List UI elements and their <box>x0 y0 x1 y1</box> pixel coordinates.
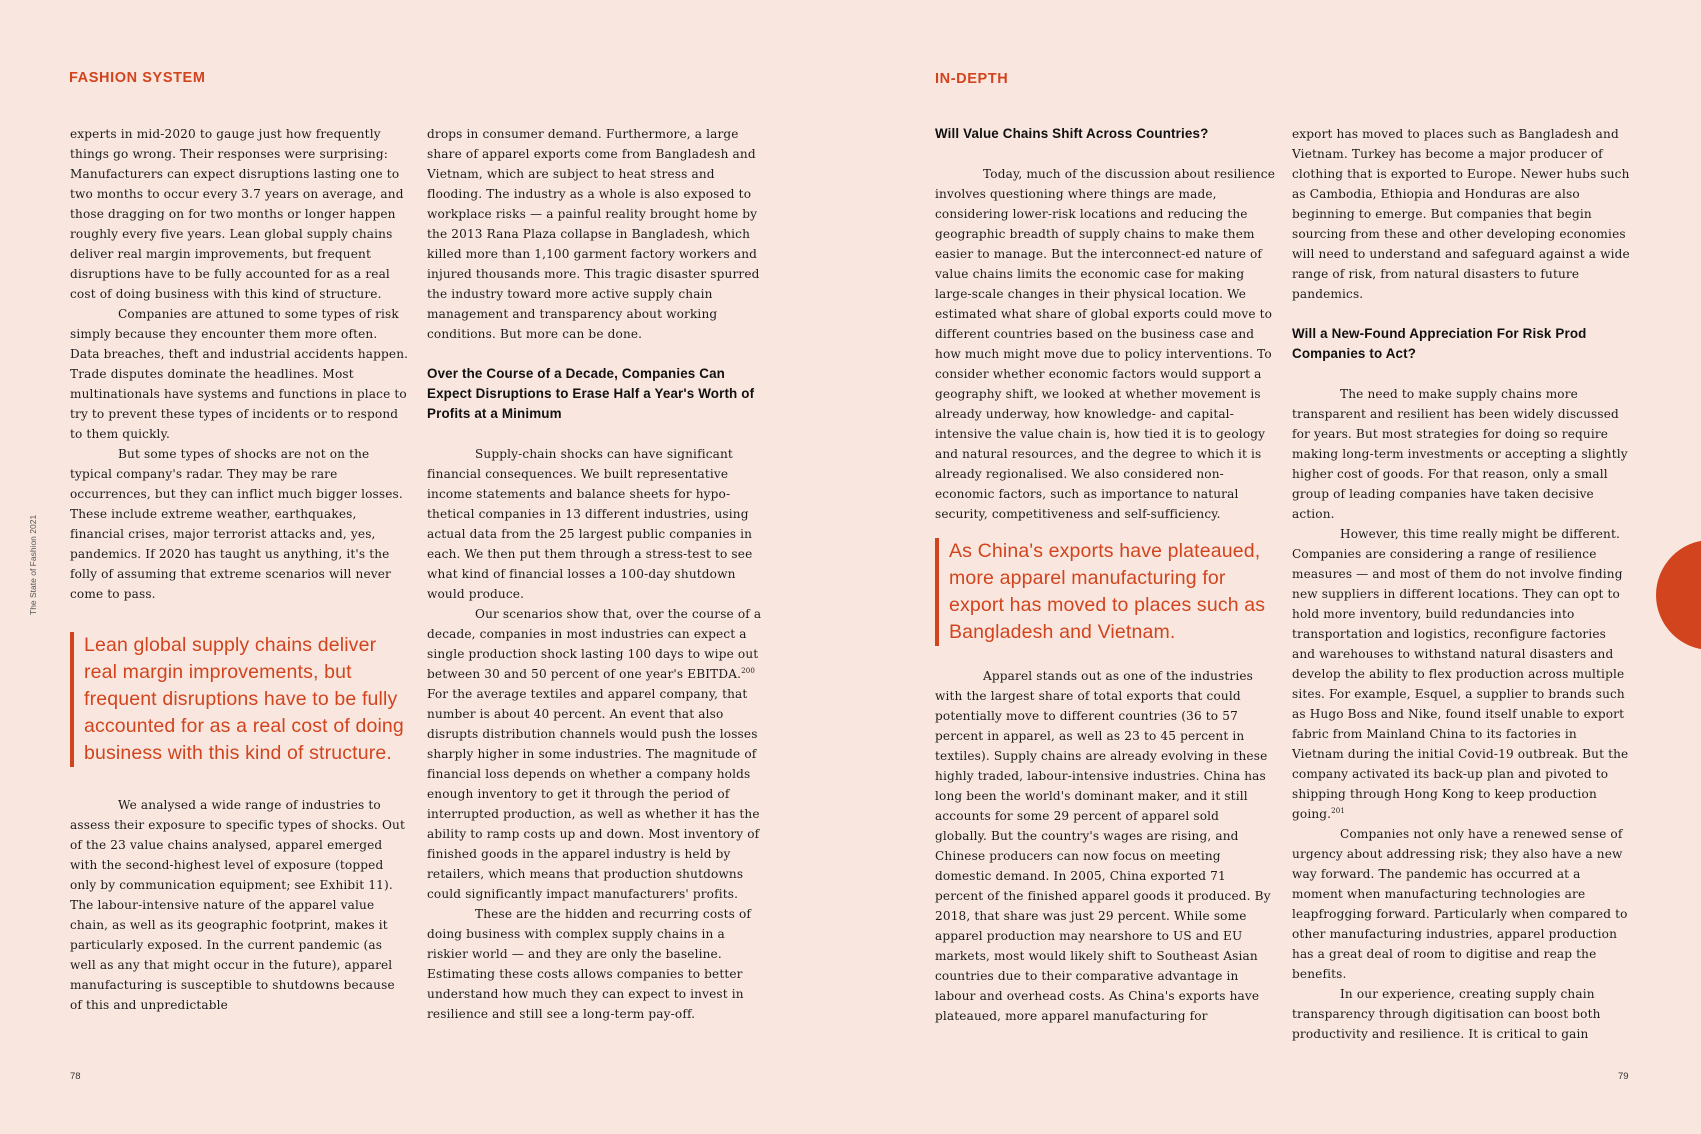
subheading: Over the Course of a Decade, Companies Can Expect Disruptions to Erase Half a Year's Worth of Profits at a Minimum <box>427 366 755 421</box>
subheading: Will Value Chains Shift Across Countries? <box>935 126 1209 141</box>
paragraph-text: For the average textiles and apparel company, that number is about 40 percent. An event that also disrupts distribution channels would push the losses sharply higher in some industries. The magnitude of financial loss depends on whether a company holds enough inventory to get it through the period of interrupted production, as well as whether it has the ability to ramp costs up and down. Most inventory of finished goods in the apparel industry is held by retailers, which means that production shutdowns could significantly impact manufacturers' profits. <box>427 687 760 901</box>
pull-quote: Lean global supply chains deliver real margin improvements, but frequent disruptions have to be fully accounted for as a real cost of doing business with this kind of structure. <box>70 632 410 767</box>
paragraph: Today, much of the discussion about resilience involves questioning where things are made, considering lower-risk locations and reducing the geographic breadth of supply chains to make them easier to manage. But the interconnect-ed nature of value chains limits the economic case for making large-scale changes in their physical location. We estimated what share of global exports could move to different countries based on the business case and how much might move due to policy interventions. To consider whether economic factors would support a geography shift, we looked at whether movement is already underway, how knowledge- and capital-intensive the value chain is, how tied it is to geology and natural resources, and the degree to which it is already regionalised. We also considered non-economic factors, such as importance to natural security, competitiveness and self-sufficiency. <box>935 167 1276 521</box>
paragraph: But some types of shocks are not on the typical company's radar. They may be rare occurrences, but they can inflict much bigger losses. These include extreme weather, earthquakes, financial crises, major terrorist attacks and, yes, pandemics. If 2020 has taught us anything, it's the folly of assuming that extreme scenarios will never come to pass. <box>70 447 403 601</box>
paragraph <box>427 604 767 904</box>
paragraph: The need to make supply chains more transparent and resilient has been widely discussed for years. But most strategies for doing so require making long-term investments or accepting a slightly higher cost of goods. For that reason, only a small group of leading companies have taken decisive action. <box>1292 387 1628 521</box>
paragraph <box>1292 524 1632 824</box>
page-number-right: 79 <box>1618 1071 1629 1082</box>
paragraph: These are the hidden and recurring costs of doing business with complex supply chains in a riskier world — and they are only the baseline. Estimating these costs allows companies to better understand how much they can expect to invest in resilience and still see a long-term pay-off. <box>427 907 752 1021</box>
right-page-column-2 <box>1292 124 1632 1044</box>
publication-title-vertical: The State of Fashion 2021 <box>28 514 38 615</box>
decorative-circle <box>1656 540 1701 650</box>
footnote-ref: 200 <box>741 667 755 675</box>
section-label-fashion-system: FASHION SYSTEM <box>69 70 206 86</box>
pull-quote: As China's exports have plateaued, more apparel manufacturing for export has moved to places such as Bangladesh and Vietnam. <box>935 538 1275 646</box>
paragraph: Supply-chain shocks can have significant financial consequences. We built representative income statements and balance sheets for hypo-thetical companies in 13 different industries, using actual data from the 25 largest public companies in each. We then put them through a stress-test to see what kind of financial losses a 100-day shutdown would produce. <box>427 447 753 601</box>
paragraph-text: However, this time really might be different. Companies are considering a range of resilience measures — and most of them do not involve finding new suppliers in different locations. They can opt to hold more inventory, build redundancies into transportation and logistics, reconfigure factories and warehouses to withstand natural disasters and develop the ability to flex production across multiple sites. For example, Esquel, a supplier to brands such as Hugo Boss and Nike, found itself unable to export fabric from Mainland China to its factories in Vietnam during the initial Covid-19 outbreak. But the company activated its back-up plan and pivoted to shipping through Hong Kong to keep production going. <box>1292 527 1629 821</box>
right-page-column-1 <box>935 124 1275 1026</box>
paragraph: In our experience, creating supply chain transparency through digitisation can boost both productivity and resilience. It is critical to gain <box>1292 987 1601 1041</box>
paragraph: drops in consumer demand. Furthermore, a large share of apparel exports come from Bangladesh and Vietnam, which are subject to heat stress and flooding. The industry as a whole is also exposed to workplace risks — a painful reality brought home by the 2013 Rana Plaza collapse in Bangladesh, which killed more than 1,100 garment factory workers and injured thousands more. This tragic disaster spurred the industry toward more active supply chain management and transparency about working conditions. But more can be done. <box>427 127 760 341</box>
footnote-ref: 201 <box>1331 807 1345 815</box>
left-page-column-1 <box>70 124 410 1015</box>
paragraph: We analysed a wide range of industries to assess their exposure to specific types of shocks. Out of the 23 value chains analysed, apparel emerged with the second-highest level of exposure (topped only by communication equipment; see Exhibit 11). The labour-intensive nature of the apparel value chain, as well as its geographic footprint, makes it particularly exposed. In the current pandemic (as well as any that might occur in the future), apparel manufacturing is susceptible to shutdowns because of this and unpredictable <box>70 798 405 1012</box>
page-number-left: 78 <box>70 1071 81 1082</box>
paragraph-text: Our scenarios show that, over the course of a decade, companies in most industries can expect a single production shock lasting 100 days to wipe out between 30 and 50 percent of one year's EBITDA. <box>427 607 762 681</box>
paragraph: Companies not only have a renewed sense of urgency about addressing risk; they also have a new way forward. The pandemic has occurred at a moment when manufacturing technologies are leapfrogging forward. Particularly when compared to other manufacturing industries, apparel production has a great deal of room to digitise and reap the benefits. <box>1292 827 1628 981</box>
paragraph: experts in mid-2020 to gauge just how frequently things go wrong. Their responses were surprising: Manufacturers can expect disruptions lasting one to two months to occur every 3.7 years on average, and those dragging on for two months or longer happen roughly every five years. Lean global supply chains deliver real margin improvements, but frequent disruptions have to be fully accounted for as a real cost of doing business with this kind of structure. <box>70 127 404 301</box>
left-page-column-2 <box>427 124 767 1024</box>
paragraph: Companies are attuned to some types of risk simply because they encounter them more often. Data breaches, theft and industrial accidents happen. Trade disputes dominate the headlines. Most multinationals have systems and functions in place to try to prevent these types of incidents or to respond to them quickly. <box>70 307 409 441</box>
subheading: Will a New-Found Appreciation For Risk Prod Companies to Act? <box>1292 326 1587 361</box>
paragraph: export has moved to places such as Bangladesh and Vietnam. Turkey has become a major producer of clothing that is exported to Europe. Newer hubs such as Cambodia, Ethiopia and Honduras are also beginning to emerge. But companies that begin sourcing from these and other developing economies will need to understand and safeguard against a wide range of risk, from natural disasters to future pandemics. <box>1292 127 1630 301</box>
section-label-in-depth: IN-DEPTH <box>935 71 1009 87</box>
paragraph: Apparel stands out as one of the industries with the largest share of total exports that could potentially move to different countries (36 to 57 percent in apparel, as well as 23 to 45 percent in textiles). Supply chains are already evolving in these highly traded, labour-intensive industries. China has long been the world's dominant maker, and it still accounts for some 29 percent of apparel sold globally. But the country's wages are rising, and Chinese producers can now focus on meeting domestic demand. In 2005, China exported 71 percent of the finished apparel goods it produced. By 2018, that share was just 29 percent. While some apparel production may nearshore to US and EU markets, most would likely shift to Southeast Asian countries due to their comparative advantage in labour and overhead costs. As China's exports have plateaued, more apparel manufacturing for <box>935 669 1271 1023</box>
